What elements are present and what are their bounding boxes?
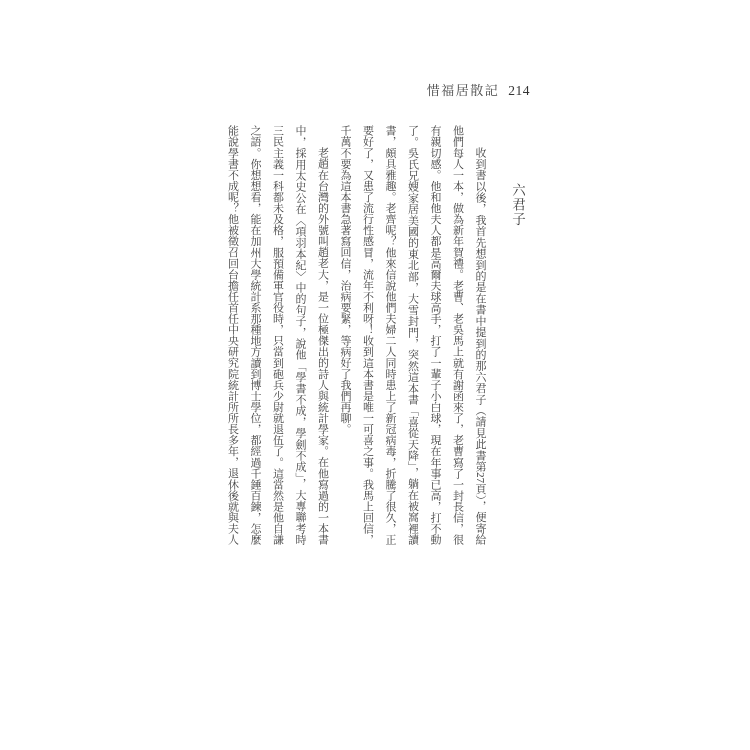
page-number: 214 [508, 83, 530, 98]
vertical-text-block [221, 125, 528, 545]
running-header-book-title: 惜福居散記 [426, 83, 500, 98]
running-header [427, 80, 530, 99]
paragraph-2: 老趙在台灣的外號叫趙老大，是一位極傑出的詩人與統計學家。在他寫過的一本書中，採用太史公在〈項羽本紀〉中的句子，說他「學書不成，學劍不成」，大專聯考時三民主義一科都未及格，服預備軍官役時，只當到砲兵少尉就退伍了。這當然是他自謙之語。你想想看，能在加州大學統計系那種地方讀到博士學位，都經過千錘百鍊，怎麼能說學書不成呢？他被徵召回台擔任首任中央研究院統計所所長多年，退休後就與夫人 [226, 125, 329, 545]
paragraph-1: 收到書以後，我首先想到的是在書中提到的那六君子（請見此書第27頁），便寄給他們每人一本，做為新年賀禮。老曹、老吳馬上就有謝函來了，老曹寫了一封長信，很有親切感。他和他夫人都是高爾夫球高手，打了一輩子小白球，現在年事已高，打不動了。吳氏兄嫂家居美國的東北部，大雪封門，突然這本書「喜從天降」，躺在被窩裡讀書，頗具雅趣。老齊呢？他來信說他們夫婦二人同時患上了新冠病毒，折騰了很久，正要好了，又患了流行性感冒，流年不利呀！收到這本書是唯一可喜之事。我馬上回信，千萬不要為這本書急著寫回信，治病要緊，等病好了我們再聊。 [339, 125, 486, 545]
section-title: 六君子 [510, 183, 525, 227]
